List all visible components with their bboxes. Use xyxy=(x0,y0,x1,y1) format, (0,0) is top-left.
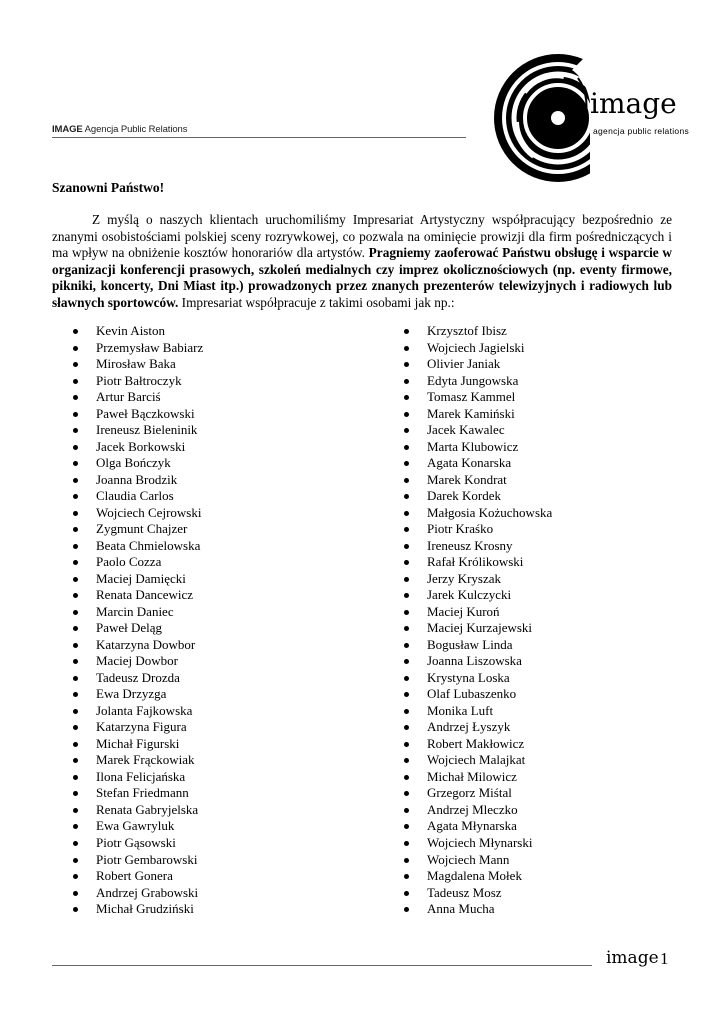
person-name: Beata Chmielowska xyxy=(96,537,201,553)
bullet-icon xyxy=(73,494,78,499)
bullet-icon xyxy=(73,626,78,631)
bullet-icon xyxy=(404,841,409,846)
names-list-right xyxy=(401,323,691,918)
intro-text-part2: Impresariat współpracuje z takimi osobami jak np.: xyxy=(178,294,455,310)
list-item xyxy=(401,835,691,852)
bullet-icon xyxy=(73,775,78,780)
list-item xyxy=(70,356,370,373)
bullet-icon xyxy=(404,874,409,879)
person-name: Ewa Drzyzga xyxy=(96,686,167,702)
logo-tagline: agencja public relations xyxy=(593,126,690,136)
list-item xyxy=(70,521,370,538)
list-item xyxy=(70,472,370,489)
bullet-icon xyxy=(404,758,409,763)
bullet-icon xyxy=(73,478,78,483)
person-name: Krystyna Loska xyxy=(427,669,510,685)
bullet-icon xyxy=(404,858,409,863)
person-name: Jacek Kawalec xyxy=(427,422,505,438)
header-agency-label xyxy=(52,124,187,135)
bullet-icon xyxy=(73,725,78,730)
bullet-icon xyxy=(404,329,409,334)
bullet-icon xyxy=(73,428,78,433)
bullet-icon xyxy=(404,808,409,813)
bullet-icon xyxy=(73,329,78,334)
list-item xyxy=(70,620,370,637)
footer-rule xyxy=(52,965,592,966)
list-item xyxy=(401,885,691,902)
person-name: Robert Gonera xyxy=(96,868,173,884)
person-name: Tomasz Kammel xyxy=(427,389,516,405)
person-name: Maciej Damięcki xyxy=(96,570,186,586)
header-rule xyxy=(52,137,466,138)
list-item xyxy=(401,422,691,439)
person-name: Ireneusz Bieleninik xyxy=(96,422,198,438)
bullet-icon xyxy=(404,428,409,433)
list-item xyxy=(401,439,691,456)
person-name: Jerzy Kryszak xyxy=(427,570,501,586)
bullet-icon xyxy=(73,527,78,532)
list-item xyxy=(401,719,691,736)
bullet-icon xyxy=(404,676,409,681)
list-item xyxy=(401,604,691,621)
list-item xyxy=(401,818,691,835)
bullet-icon xyxy=(404,643,409,648)
bullet-icon xyxy=(73,379,78,384)
list-item xyxy=(70,818,370,835)
person-name: Wojciech Młynarski xyxy=(427,834,533,850)
list-item xyxy=(401,571,691,588)
bullet-icon xyxy=(73,709,78,714)
person-name: Joanna Brodzik xyxy=(96,471,178,487)
person-name: Piotr Bałtroczyk xyxy=(96,372,182,388)
person-name: Krzysztof Ibisz xyxy=(427,323,507,338)
list-item xyxy=(70,868,370,885)
list-item xyxy=(401,521,691,538)
bullet-icon xyxy=(404,560,409,565)
list-item xyxy=(401,620,691,637)
person-name: Andrzej Łyszyk xyxy=(427,719,511,735)
person-name: Maciej Kurzajewski xyxy=(427,620,533,636)
person-name: Andrzej Grabowski xyxy=(96,884,199,900)
person-name: Wojciech Mann xyxy=(427,851,510,867)
person-name: Joanna Liszowska xyxy=(427,653,522,669)
person-name: Kevin Aiston xyxy=(96,323,165,338)
bullet-icon xyxy=(73,758,78,763)
bullet-icon xyxy=(73,577,78,582)
person-name: Bogusław Linda xyxy=(427,636,513,652)
person-name: Rafał Królikowski xyxy=(427,554,524,570)
list-item xyxy=(401,472,691,489)
bullet-icon xyxy=(73,874,78,879)
person-name: Anna Mucha xyxy=(427,901,495,917)
bullet-icon xyxy=(73,445,78,450)
vinyl-record-icon xyxy=(494,52,590,184)
list-item xyxy=(70,802,370,819)
person-name: Paolo Cozza xyxy=(96,554,162,570)
list-item xyxy=(70,455,370,472)
list-item xyxy=(401,587,691,604)
person-name: Tadeusz Mosz xyxy=(427,884,502,900)
bullet-icon xyxy=(404,791,409,796)
person-name: Ireneusz Krosny xyxy=(427,537,513,553)
list-item xyxy=(70,389,370,406)
list-item xyxy=(401,653,691,670)
person-name: Maciej Dowbor xyxy=(96,653,178,669)
bullet-icon xyxy=(73,511,78,516)
person-name: Renata Gabryjelska xyxy=(96,801,199,817)
person-name: Marek Kamiński xyxy=(427,405,515,421)
bullet-icon xyxy=(73,841,78,846)
bullet-icon xyxy=(73,412,78,417)
person-name: Monika Luft xyxy=(427,702,494,718)
header-brand: IMAGE xyxy=(52,124,83,135)
list-item xyxy=(70,769,370,786)
names-list-left xyxy=(70,323,370,918)
bullet-icon xyxy=(73,461,78,466)
bullet-icon xyxy=(404,478,409,483)
person-name: Paweł Deląg xyxy=(96,620,163,636)
person-name: Wojciech Malajkat xyxy=(427,752,526,768)
list-item xyxy=(401,670,691,687)
bullet-icon xyxy=(404,659,409,664)
logo-wordmark: image xyxy=(590,87,677,120)
person-name: Wojciech Jagielski xyxy=(427,339,525,355)
person-name: Edyta Jungowska xyxy=(427,372,519,388)
list-item xyxy=(70,406,370,423)
person-name: Piotr Kraśko xyxy=(427,521,494,537)
bullet-icon xyxy=(404,379,409,384)
person-name: Marta Klubowicz xyxy=(427,438,519,454)
bullet-icon xyxy=(404,527,409,532)
list-item xyxy=(401,554,691,571)
list-item xyxy=(70,670,370,687)
bullet-icon xyxy=(404,891,409,896)
bullet-icon xyxy=(73,593,78,598)
person-name: Olaf Lubaszenko xyxy=(427,686,517,702)
person-name: Katarzyna Dowbor xyxy=(96,636,196,652)
list-item xyxy=(70,439,370,456)
list-item xyxy=(70,653,370,670)
bullet-icon xyxy=(404,742,409,747)
bullet-icon xyxy=(404,544,409,549)
person-name: Paweł Bączkowski xyxy=(96,405,195,421)
person-name: Małgosia Kożuchowska xyxy=(427,504,553,520)
person-name: Jacek Borkowski xyxy=(96,438,186,454)
bullet-icon xyxy=(73,362,78,367)
person-name: Renata Dancewicz xyxy=(96,587,194,603)
person-name: Stefan Friedmann xyxy=(96,785,189,801)
bullet-icon xyxy=(404,412,409,417)
list-item xyxy=(401,505,691,522)
person-name: Jolanta Fajkowska xyxy=(96,702,193,718)
bullet-icon xyxy=(404,346,409,351)
bullet-icon xyxy=(73,676,78,681)
bullet-icon xyxy=(404,445,409,450)
person-name: Claudia Carlos xyxy=(96,488,174,504)
person-name: Ewa Gawryluk xyxy=(96,818,175,834)
list-item xyxy=(401,901,691,918)
bullet-icon xyxy=(73,659,78,664)
bullet-icon xyxy=(404,907,409,912)
bullet-icon xyxy=(404,626,409,631)
list-item xyxy=(401,868,691,885)
bullet-icon xyxy=(404,577,409,582)
person-name: Maciej Kuroń xyxy=(427,603,500,619)
list-item xyxy=(70,505,370,522)
person-name: Marek Frąckowiak xyxy=(96,752,195,768)
list-item xyxy=(401,703,691,720)
person-name: Grzegorz Miśtal xyxy=(427,785,512,801)
bullet-icon xyxy=(73,891,78,896)
bullet-icon xyxy=(73,346,78,351)
list-item xyxy=(401,852,691,869)
list-item xyxy=(401,752,691,769)
list-item xyxy=(401,455,691,472)
list-item xyxy=(401,785,691,802)
list-item xyxy=(70,373,370,390)
person-name: Jarek Kulczycki xyxy=(427,587,512,603)
list-item xyxy=(70,719,370,736)
person-name: Agata Konarska xyxy=(427,455,512,471)
bullet-icon xyxy=(73,560,78,565)
list-item xyxy=(401,802,691,819)
person-name: Wojciech Cejrowski xyxy=(96,504,202,520)
person-name: Magdalena Mołek xyxy=(427,868,522,884)
list-item xyxy=(70,340,370,357)
list-item xyxy=(70,323,370,340)
list-item xyxy=(70,736,370,753)
list-item xyxy=(401,538,691,555)
salutation: Szanowni Państwo! xyxy=(52,180,165,195)
bullet-icon xyxy=(73,742,78,747)
footer-brand: image xyxy=(606,948,659,968)
list-item xyxy=(70,785,370,802)
person-name: Piotr Gąsowski xyxy=(96,834,176,850)
bullet-icon xyxy=(404,494,409,499)
list-item xyxy=(70,637,370,654)
list-item xyxy=(401,356,691,373)
bullet-icon xyxy=(404,610,409,615)
list-item xyxy=(401,323,691,340)
bullet-icon xyxy=(73,692,78,697)
list-item xyxy=(401,769,691,786)
person-name: Katarzyna Figura xyxy=(96,719,187,735)
person-name: Olivier Janiak xyxy=(427,356,501,372)
person-name: Olga Bończyk xyxy=(96,455,171,471)
person-name: Zygmunt Chajzer xyxy=(96,521,188,537)
list-item xyxy=(70,752,370,769)
bullet-icon xyxy=(73,907,78,912)
list-item xyxy=(401,686,691,703)
list-item xyxy=(401,406,691,423)
person-name: Tadeusz Drozda xyxy=(96,669,180,685)
list-item xyxy=(401,736,691,753)
list-item xyxy=(70,554,370,571)
list-item xyxy=(401,637,691,654)
bullet-icon xyxy=(404,775,409,780)
bullet-icon xyxy=(404,362,409,367)
bullet-icon xyxy=(73,791,78,796)
bullet-icon xyxy=(73,544,78,549)
agency-logo xyxy=(494,52,690,184)
list-item xyxy=(401,389,691,406)
bullet-icon xyxy=(73,610,78,615)
list-item xyxy=(70,703,370,720)
list-item xyxy=(70,587,370,604)
list-item xyxy=(70,422,370,439)
person-name: Darek Kordek xyxy=(427,488,501,504)
bullet-icon xyxy=(404,395,409,400)
person-name: Agata Młynarska xyxy=(427,818,517,834)
bullet-icon xyxy=(404,725,409,730)
person-name: Marek Kondrat xyxy=(427,471,507,487)
list-item xyxy=(70,885,370,902)
list-item xyxy=(401,340,691,357)
bullet-icon xyxy=(73,824,78,829)
list-item xyxy=(401,373,691,390)
bullet-icon xyxy=(73,643,78,648)
person-name: Michał Grudziński xyxy=(96,901,194,917)
intro-text-part1: Z myślą o naszych klientach uruchomiliśmy Impresariat Artystyczny współpracujący bezpośrednio ze znanymi osobistościami polskiej sceny rozrywkowej, co pozwala na ominięcie prowizji dla firm pośredniczących i ma wpływ na obniżenie kosztów honorariów dla artystów. xyxy=(52,212,672,261)
person-name: Marcin Daniec xyxy=(96,603,174,619)
list-item xyxy=(70,686,370,703)
bullet-icon xyxy=(404,461,409,466)
bullet-icon xyxy=(404,824,409,829)
person-name: Przemysław Babiarz xyxy=(96,339,204,355)
bullet-icon xyxy=(404,511,409,516)
bullet-icon xyxy=(404,709,409,714)
list-item xyxy=(70,488,370,505)
list-item xyxy=(70,604,370,621)
list-item xyxy=(401,488,691,505)
bullet-icon xyxy=(404,692,409,697)
person-name: Mirosław Baka xyxy=(96,356,176,372)
bullet-icon xyxy=(73,395,78,400)
header-label-rest: Agencja Public Relations xyxy=(82,124,188,135)
list-item xyxy=(70,835,370,852)
person-name: Michał Milowicz xyxy=(427,768,517,784)
bullet-icon xyxy=(404,593,409,598)
person-name: Piotr Gembarowski xyxy=(96,851,198,867)
intro-text-bold: Pragniemy zaoferować Państwu obsługę i wsparcie w organizacji konferencji prasowych, szkoleń medialnych czy imprez okolicznościowych (np. eventy firmowe, pikniki, koncerty, Dni Miast itp.) prowadzonych przez znanych prezenterów telewizyjnych i radiowych lub sławnych sportowców. xyxy=(52,245,673,310)
person-name: Michał Figurski xyxy=(96,735,180,751)
page-number: 1 xyxy=(660,949,669,968)
list-item xyxy=(70,571,370,588)
person-name: Ilona Felicjańska xyxy=(96,768,186,784)
intro-paragraph xyxy=(52,212,672,312)
bullet-icon xyxy=(73,858,78,863)
bullet-icon xyxy=(73,808,78,813)
list-item xyxy=(70,538,370,555)
person-name: Andrzej Mleczko xyxy=(427,801,518,817)
person-name: Robert Makłowicz xyxy=(427,735,525,751)
person-name: Artur Barciś xyxy=(96,389,161,405)
list-item xyxy=(70,852,370,869)
list-item xyxy=(70,901,370,918)
